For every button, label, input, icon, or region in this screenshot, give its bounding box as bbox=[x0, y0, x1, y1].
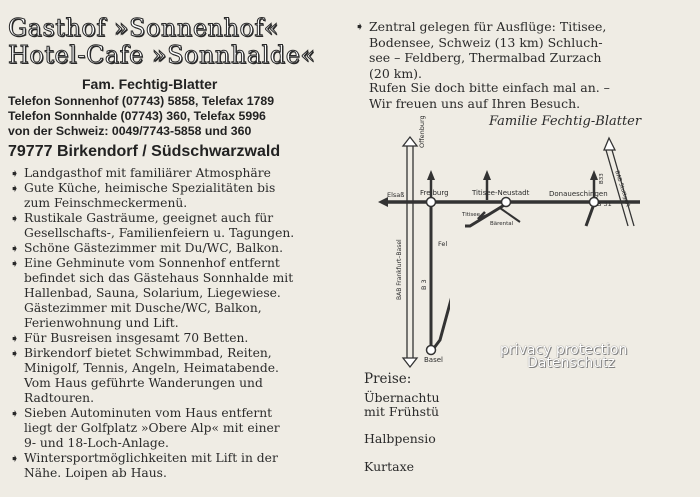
location-line: 79777 Birkendorf / Südschwarzwald bbox=[8, 143, 281, 160]
feature-line: Hallenbad, Sauna, Solarium, Liegewiese. bbox=[24, 286, 281, 300]
signature: Familie Fechtig-Blatter bbox=[489, 114, 642, 129]
arrow-north-icon bbox=[483, 170, 491, 180]
bullet-icon: ➧ bbox=[10, 167, 20, 180]
price-row-overnight: Übernachtu bbox=[364, 390, 440, 405]
title-line-2: Hotel-Cafe »Sonnhalde« bbox=[8, 41, 316, 69]
feature-line: Minigolf, Tennis, Angeln, Heimatabende. bbox=[24, 361, 279, 375]
price-row-tax: Kurtaxe bbox=[364, 459, 415, 474]
feature-line: Radtouren. bbox=[24, 391, 94, 405]
prices-heading: Preise: bbox=[364, 371, 412, 387]
privacy-cover-top bbox=[450, 228, 642, 232]
feature-line: Birkendorf bietet Schwimmbad, Reiten, bbox=[24, 346, 272, 360]
price-row-breakfast: mit Frühstü bbox=[364, 404, 440, 419]
excursions-line: see – Feldberg, Thermalbad Zurzach bbox=[369, 50, 602, 65]
phone-sonnenhof: Telefon Sonnenhof (07743) 5858, Telefax 1789 bbox=[8, 94, 275, 108]
map-label-freiburg: Freiburg bbox=[420, 189, 449, 197]
road-b31 bbox=[586, 204, 594, 226]
map-label-b33: B33 bbox=[599, 173, 605, 184]
arrow-north-icon bbox=[590, 170, 598, 180]
bullet-icon: ➧ bbox=[10, 242, 20, 255]
road-south bbox=[431, 296, 452, 352]
arrow-north-icon bbox=[604, 138, 615, 150]
map-label-autobahn-west: BAB Frankfurt–Basel bbox=[396, 239, 403, 300]
feature-line: Ferienwohnung und Lift. bbox=[24, 316, 179, 330]
feature-line: zum Feinschmeckermenü. bbox=[24, 196, 188, 210]
arrow-north-icon bbox=[427, 170, 435, 180]
feature-line: befindet sich das Gästehaus Sonnhalde mit bbox=[24, 271, 294, 285]
feature-line: Eine Gehminute vom Sonnenhof entfernt bbox=[24, 256, 280, 270]
map-label-fel: Fel bbox=[438, 240, 448, 248]
map-label-offenburg: Offenburg bbox=[418, 115, 426, 148]
map-label-basel: Basel bbox=[424, 356, 443, 364]
arrow-south-icon bbox=[403, 358, 417, 367]
town-titisee-icon bbox=[502, 198, 511, 207]
invitation-line: Wir freuen uns auf Ihren Besuch. bbox=[369, 95, 581, 111]
phone-switzerland: von der Schweiz: 0049/7743-5858 und 360 bbox=[8, 124, 252, 138]
feature-line: Sieben Autominuten vom Haus entfernt bbox=[24, 406, 273, 420]
invitation-line: Rufen Sie doch bitte einfach mal an. – bbox=[369, 80, 610, 95]
bullet-icon: ➧ bbox=[10, 347, 20, 360]
map-label-elsass: Elsaß bbox=[387, 191, 405, 199]
bullet-icon: ➧ bbox=[10, 407, 20, 420]
feature-line: Rustikale Gasträume, geeignet auch für bbox=[24, 211, 274, 225]
feature-line: Nähe. Loipen ab Haus. bbox=[24, 466, 167, 480]
feature-line: Für Busreisen insgesamt 70 Betten. bbox=[24, 331, 249, 345]
feature-line: Schöne Gästezimmer mit Du/WC, Balkon. bbox=[24, 241, 283, 255]
bullet-icon: ➧ bbox=[10, 257, 20, 270]
map-label-b31: B 31 bbox=[597, 200, 612, 208]
price-row-halfboard: Halbpensio bbox=[364, 431, 436, 446]
bullet-icon: ➧ bbox=[10, 332, 20, 345]
bullet-icon: ➧ bbox=[10, 452, 20, 465]
feature-line: Vom Haus geführte Wanderungen und bbox=[24, 376, 263, 390]
town-basel-icon bbox=[427, 346, 436, 355]
map-label-b3: B 3 bbox=[420, 279, 428, 290]
feature-line: Wintersportmöglichkeiten mit Lift in der bbox=[24, 451, 278, 465]
bullet-icon: ➧ bbox=[10, 212, 20, 225]
feature-line: Gästezimmer mit Dusche/WC, Balkon, bbox=[24, 301, 262, 315]
map-label-titisee-neustadt: Titisee-Neustadt bbox=[472, 189, 530, 197]
bullet-icon: ➧ bbox=[10, 182, 20, 195]
feature-line: liegt der Golfplatz »Obere Alp« mit einer bbox=[24, 421, 280, 435]
map-label-titisee: Titisee bbox=[462, 212, 481, 218]
feature-line: Gesellschafts-, Familienfeiern u. Tagungen. bbox=[24, 226, 295, 240]
bullet-icon: ➧ bbox=[355, 20, 365, 33]
feature-line: 9- und 18-Loch-Anlage. bbox=[24, 436, 169, 450]
town-freiburg-icon bbox=[427, 198, 436, 207]
feature-line: Gute Küche, heimische Spezialitäten bis bbox=[24, 181, 276, 195]
excursions-line: Zentral gelegen für Ausflüge: Titisee, bbox=[369, 19, 607, 34]
family-name: Fam. Fechtig-Blatter bbox=[82, 76, 218, 92]
map-label-donaueschingen: Donaueschingen bbox=[549, 190, 608, 198]
watermark-line-1: privacy protection bbox=[500, 342, 628, 358]
title-line-1: Gasthof »Sonnenhof« bbox=[8, 14, 279, 42]
watermark-line-2: Datenschutz bbox=[527, 355, 615, 371]
phone-sonnhalde: Telefon Sonnhalde (07743) 360, Telefax 5996 bbox=[8, 109, 266, 123]
excursions-line: (20 km). bbox=[369, 65, 423, 81]
arrow-north-icon bbox=[403, 137, 417, 146]
excursions-line: Bodensee, Schweiz (13 km) Schluch- bbox=[369, 34, 603, 50]
feature-line: Landgasthof mit familiärer Atmosphäre bbox=[24, 166, 271, 180]
map-label-autobahn-east: BAB Stuttgart bbox=[613, 170, 631, 208]
road-barental bbox=[500, 208, 520, 222]
map-label-barental: Bärental bbox=[490, 221, 514, 227]
